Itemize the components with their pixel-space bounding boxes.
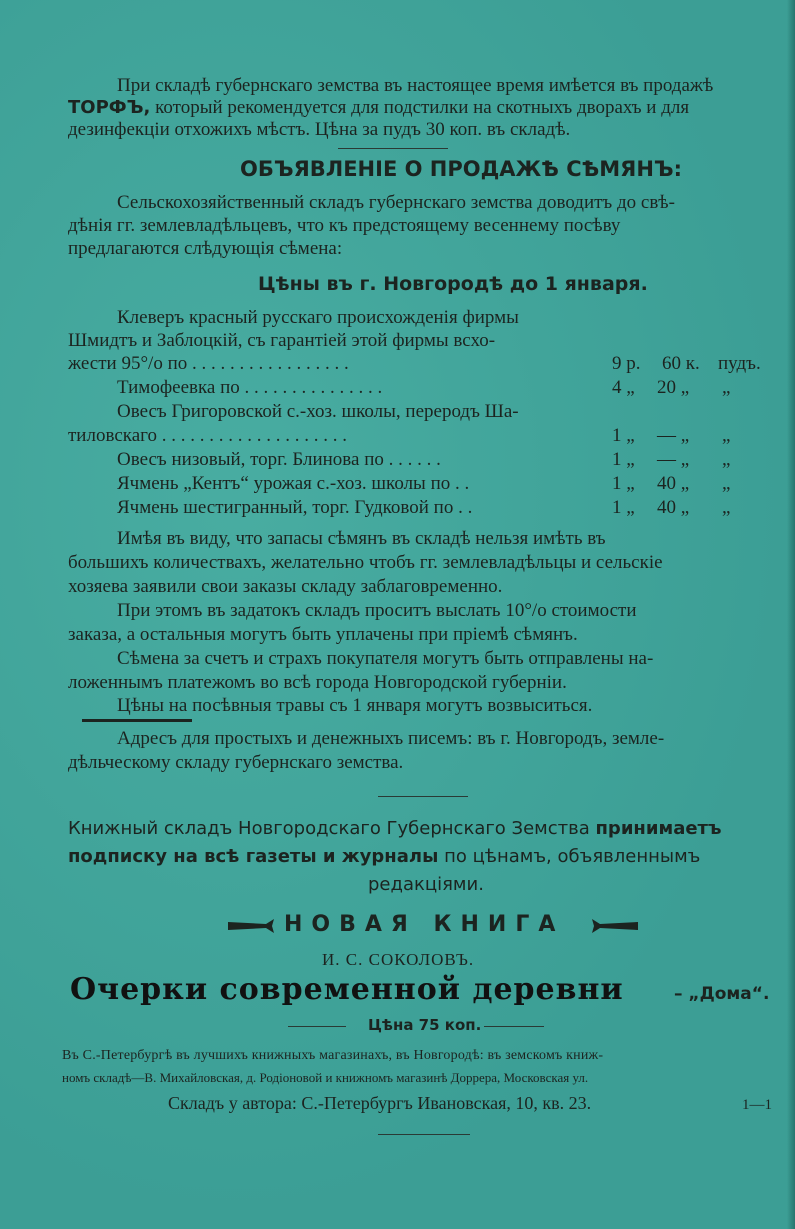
item-name: Овесъ низовый, торг. Блинова по . . . . . . [117,449,441,470]
new-book-heading: НОВАЯ КНИГА [284,912,565,937]
prices-subheading: Цѣны въ г. Новгородѣ до 1 января. [258,273,648,295]
sales-line-1: Въ С.-Петербургѣ въ лучшихъ книжныхъ магазинахъ, въ Новгородѣ: въ земскомъ книж- [62,1048,604,1063]
item-name: Ячмень „Кентъ“ урожая с.-хоз. школы по . . [117,473,470,494]
address-line-1: Адресъ для простыхъ и денежныхъ писемъ: въ г. Новгородъ, земле- [117,728,665,749]
clover-line-2: Шмидтъ и Заблоцкій, съ гарантіей этой фирмы всхо- [68,330,496,351]
book-price: Цѣна 75 коп. [368,1016,482,1034]
ornament-left-icon [228,918,278,930]
oats-line-1: Овесъ Григоровской с.-хоз. школы, переродъ Ша- [117,401,519,422]
book-title-suffix: – „Дома“. [674,984,770,1004]
warehouse-line: Складъ у автора: С.-Петербургъ Ивановская, 10, кв. 23. [168,1093,592,1113]
peat-line-2-rest: который рекомендуется для подстилки на скотныхъ дворахъ и для [155,97,690,118]
item-name: Ячмень шестигранный, торг. Гудковой по . . [117,497,473,518]
address-line-2: дѣльческому складу губернскаго земства. [68,752,404,773]
price-rub: 4 „ [612,377,635,398]
bottom-rule [378,1134,470,1135]
price-unit: пудъ. [718,353,761,374]
book-title: Очерки современной деревни [70,972,624,1007]
price-rub: 1 „ [612,473,635,494]
seeds-heading: ОБЪЯВЛЕНІЕ О ПРОДАЖѢ СѢМЯНЪ: [240,157,683,181]
price-unit: „ [722,377,731,398]
price-kop: 40 „ [657,497,690,518]
note-4: Цѣны на посѣвныя травы съ 1 января могутъ возвыситься. [117,695,593,716]
bookstore-bold: подписку на всѣ газеты и журналы [68,846,439,867]
price-rub: 1 „ [612,497,635,518]
note-3-line-2: ложеннымъ платежомъ во всѣ города Новгородской губерніи. [68,672,567,693]
bookstore-text: Книжный складъ Новгородскаго Губернскаго Земства [68,818,590,839]
note-3-line-1: Сѣмена за счетъ и страхъ покупателя могутъ быть отправлены на- [117,648,654,669]
sales-line-2: номъ складѣ—В. Михайловская, д. Родіоновой и книжномъ магазинѣ Доррера, Московская ул. [62,1070,589,1085]
clover-line-1: Клеверъ красный русскаго происхожденія фирмы [117,307,519,328]
bookstore-line-2 [68,846,700,867]
price-kop: — „ [657,449,690,470]
price-unit: „ [722,497,731,518]
divider [82,719,192,722]
item-name: тиловскаго . . . . . . . . . . . . . . . . . . . . [68,425,347,446]
price-rule-left [288,1026,346,1027]
note-1-line-2: большихъ количествахъ, желательно чтобъ гг. землевладѣльцы и сельскіе [68,552,663,573]
issue-mark: 1—1 [742,1097,772,1113]
peat-line-2 [68,97,689,119]
bookstore-text: по цѣнамъ, объявленнымъ [444,846,701,867]
seeds-intro-1: Сельскохозяйственный складъ губернскаго земства доводитъ до свѣ- [117,192,675,213]
price-rub: 9 р. [612,353,641,374]
note-1-line-3: хозяева заявили свои заказы складу заблаговременно. [68,576,503,597]
item-name: Тимофеевка по . . . . . . . . . . . . . . . [117,377,383,398]
note-2-line-1: При этомъ въ задатокъ складъ проситъ выслать 10°/о стоимости [117,600,637,621]
price-unit: „ [722,449,731,470]
wavy-divider [378,796,468,797]
divider [338,148,448,149]
note-1-line-1: Имѣя въ виду, что запасы сѣмянъ въ складѣ нельзя имѣть въ [117,528,606,549]
price-rub: 1 „ [612,425,635,446]
price-kop: — „ [657,425,690,446]
note-2-line-2: заказа, а остальныя могутъ быть уплачены при пріемѣ сѣмянъ. [68,624,578,645]
seeds-intro-3: предлагаются слѣдующія сѣмена: [68,238,343,259]
price-unit: „ [722,425,731,446]
price-kop: 40 „ [657,473,690,494]
item-name: жести 95°/о по . . . . . . . . . . . . . . . . . [68,353,349,374]
seeds-intro-2: дѣнія гг. землевладѣльцевъ, что къ предстоящему весеннему посѣву [68,215,621,236]
peat-line-1: При складѣ губернскаго земства въ настоящее время имѣется въ продажѣ [117,75,714,96]
bookstore-bold: принимаетъ [595,818,722,839]
price-rub: 1 „ [612,449,635,470]
bookstore-line-1 [68,818,722,839]
price-unit: „ [722,473,731,494]
price-kop: 20 „ [657,377,690,398]
ornament-right-icon [588,918,638,930]
price-kop: 60 к. [662,353,700,374]
page-edge-shadow [787,0,795,1229]
price-rule-right [484,1026,544,1027]
peat-line-3: дезинфекціи отхожихъ мѣстъ. Цѣна за пудъ 30 коп. въ складѣ. [68,119,571,140]
peat-bold-word: ТОРФЪ, [68,97,151,118]
bookstore-line-3: редакціями. [368,874,484,895]
author: И. С. СОКОЛОВЪ. [322,950,475,969]
